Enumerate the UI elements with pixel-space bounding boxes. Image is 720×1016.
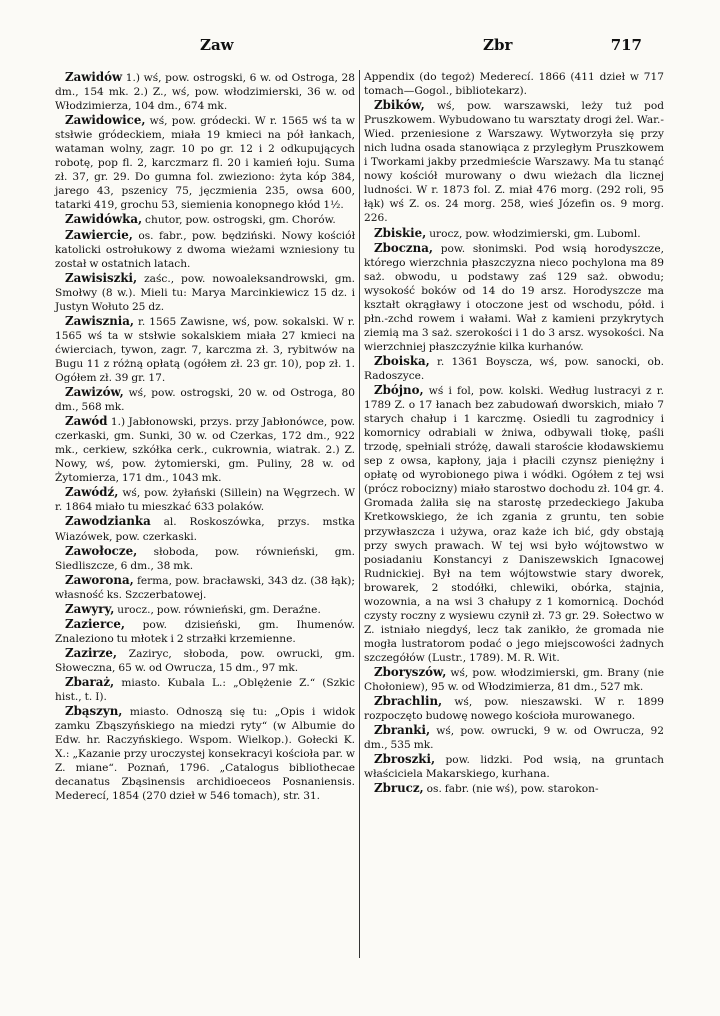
entry-text: urocz, pow. włodzimierski, gm. Luboml. [426,227,641,240]
entry-text: pow. słonimski. Pod wsią horodyszcze, którego wierzchnia płaszczyzna nieco pochylona ma 89 saż. obwodu, u podstawy zaś 129 saż. obwodu; wysokość boków od 14 do 19 arsz. Horodyszcze ma kształt okrągławy i otoczone jest od wschodu, półd. i płn.-zchd rowem i wałami. Wał z kamieni przykrytych ziemią ma 3 saż. szerokości i 1 do 3 arsz. wysokości. Na wierzchniej płaszczyźnie kilka kurhanów. [364,242,664,353]
dictionary-entry [55,602,355,617]
entry-headword: Zawód [65,414,108,429]
entry-text: pow. dzisieński, gm. Ihumenów. Znaleziono tu młotek i 2 strzałki krzemienne. [55,618,355,645]
entry-text: Appendix (do tegoż) Mederecí. 1866 (411 dzieł w 717 tomach—Gogol., bibliotekarz). [364,71,664,98]
dictionary-entry [55,573,355,602]
entry-text: urocz., pow. równieński, gm. Deraźne. [114,603,321,616]
entry-headword: Zbaraż, [65,674,115,689]
entry-headword: Zaworona, [65,572,134,587]
entry-text: wś, pow. nieszawski. W r. 1899 rozpoczęto budowę nowego kościoła murowanego. [364,696,664,723]
entry-text: miasto. Kubala L.: „Oblężenie Z.“ (Szkic hist., t. I). [55,676,355,704]
dictionary-entry [55,617,355,646]
entry-text: wś, pow. żyłański (Sillein) na Węgrzech. W r. 1864 miało tu mieszkać 633 polaków. [55,487,355,514]
entry-headword: Zazirze, [65,645,117,660]
entry-text: os. fabr. (nie wś), pow. starokon- [423,783,599,796]
column-divider [359,70,360,958]
dictionary-entry [55,704,355,803]
entry-headword: Zawisznia, [65,313,135,328]
entry-headword: Zawidówka, [65,212,143,227]
entry-text: 1.) Jabłonowski, przys. przy Jabłonówce, pow. czerkaski, gm. Sunki, 30 w. od Czerkas, 172 dm., 922 mk., cerkiew, szkółka cerk., cukrownia, wiatrak. 2.) Z. Nowy, wś, pow. żytomierski, gm. Puliny, 28 w. od Żytomierza, 171 dm., 1043 mk. [55,416,355,485]
header-center-keyword: Zbr [483,36,513,54]
entry-text: wś, pow. gródecki. W r. 1565 wś ta w stsłwie gródeckiem, miała 19 kmieci na pół łankach, wataman wolny, zagr. 10 po gr. 12 i 2 odkupujących robotę, pop fl. 2, karczmarz fl. 20 i kamień łoju. Suma zł. 37, gr. 29. Do gumna fol. zwieziono: żyta kóp 384, jarego 43, pszenicy 75, jęczmienia 235, owsa 600, tatarki 419, grochu 53, siemienia konopnego kłód 1½. [55,115,355,212]
dictionary-entry [364,383,664,665]
dictionary-entry [364,241,664,354]
entry-headword: Zboiska, [374,353,430,368]
entry-text: słoboda, pow. równieński, gm. Siedliszcze, 6 dm., 38 mk. [55,545,355,572]
dictionary-entry [364,354,664,383]
dictionary-entry [364,98,664,225]
dictionary-entry [364,694,664,723]
entry-headword: Zboczna, [374,240,433,255]
entry-text: wś i fol, pow. kolski. Według lustracyi z r. 1789 Z. o 17 łanach bez zabudowań dworskich, miało 7 starych chałup i 1 karczmę. Osiedli tu zagrodnicy i komornicy odrabiali w żniwa, odbywali tłokę, paśli trzodę, spełniali stróżę, dawali staroście kłodawskiemu sep z owsa, kapłony, jaja i płacili czynsz pieniężny i opłatę od wyrobionego piwa i wódki. Ogółem z tej wsi (prócz robocizny) miało starostwo dochodu zł. 104 gr. 4. Gromada żaliła się na starostę przedeckiego Jakuba Kretkowskiego, że ich zgania z gruntu, ten sobie przywłaszcza i używa, oraz każe ich bić, gdy obstają przy swych prawach. W tej wsi było wójtowstwo w posiadaniu Konstancyi z Daniszewskich Ignacowej Rudnickiej. Był na tem wójtowstwie stary dworek, browarek, 2 stodółki, chlewiki, obórka, stajnia, wozownia, a na wsi 3 chałupy z 1 komornicą. Dochód czysty roczny z wysiewu czynił zł. 73 gr. 29. Sołectwo w Z. istniało niegdyś, lecz tak zanikło, że gromada nie mogła lustratorom podać o jego miejscowości żadnych szczegółów (Lustr., 1789). M. R. Wit. [364,385,664,664]
entry-headword: Zawodzianka [65,514,151,529]
entry-headword: Zbranki, [374,723,431,738]
dictionary-entry [55,485,355,514]
entry-headword: Zbroszki, [374,752,436,767]
entry-text: chutor, pow. ostrogski, gm. Chorów. [142,214,336,227]
entry-headword: Zawidowice, [65,113,146,128]
entry-text: wś, pow. owrucki, 9 w. od Owrucza, 92 dm., 535 mk. [364,725,664,752]
dictionary-entry [364,665,664,694]
entry-text: wś, pow. ostrogski, 20 w. od Ostroga, 80 dm., 568 mk. [55,387,355,414]
entry-text: miasto. Odnoszą się tu: „Opis i widok zamku Zbąszyńskiego na miedzi ryty“ (w Albumie do Edw. hr. Raczyńskiego. Wspom. Wielkop.). Gołecki K. X.: „Kazanie przy uroczystej konsekracyi kościoła par. w Z. miane“. Poznań, 1796. „Catalogus bibliothecae decanatus Zbąsinensis archidioeceos Posnaniensis. Mederecí, 1854 (270 dzieł w 546 tomach), str. 31. [55,706,355,803]
dictionary-entry [364,752,664,781]
dictionary-entry [55,675,355,704]
entry-headword: Zawizów, [65,385,124,400]
entry-text: 1.) wś, pow. ostrogski, 6 w. od Ostroga, 28 dm., 154 mk. 2.) Z., wś, pow. włodzimierski, 36 w. od Włodzimierza, 104 dm., 674 mk. [55,72,355,113]
entry-text: pow. lidzki. Pod wsią, na gruntach właściciela Makarskiego, kurhana. [364,754,664,781]
page-header [0,36,720,58]
dictionary-entry [364,781,664,796]
dictionary-entry [55,385,355,414]
page-number: 717 [610,36,642,54]
left-column [55,70,355,803]
dictionary-entry [55,646,355,675]
header-left-keyword: Zaw [200,36,234,54]
dictionary-entry [55,228,355,271]
dictionary-entry [364,226,664,241]
entry-text: r. 1361 Boyscza, wś, pow. sanocki, ob. Radoszyce. [364,355,664,382]
dictionary-entry [55,113,355,212]
dictionary-entry [55,514,355,543]
dictionary-entry [55,314,355,385]
dictionary-entry [364,723,664,752]
entry-headword: Zawisiszki, [65,270,138,285]
dictionary-entry [55,271,355,314]
entry-headword: Zboryszów, [374,664,447,679]
dictionary-entry [364,70,664,98]
entry-headword: Zawyry, [65,601,115,616]
entry-text: zaśc., pow. nowoaleksandrowski, gm. Smołwy (8 w.). Mieli tu: Marya Marcinkiewicz 15 dz. i Justyn Wołuto 25 dz. [55,272,355,313]
entry-headword: Zawódź, [65,485,119,500]
entry-text: Zaziryc, słoboda, pow. owrucki, gm. Słoweczna, 65 w. od Owrucza, 15 dm., 97 mk. [55,647,355,674]
dictionary-entry [55,414,355,485]
entry-headword: Zawidów [65,70,123,84]
entry-headword: Zbików, [374,98,425,113]
entry-text: wś, pow. włodzimierski, gm. Brany (nie Chołoniew), 95 w. od Włodzimierza, 81 dm., 527 mk. [364,666,664,694]
entry-headword: Zbąszyn, [65,704,123,719]
entry-headword: Zazierce, [65,616,125,631]
entry-text: al. Roskoszówka, przys. mstka Wiazówek, pow. czerkaski. [55,516,355,543]
entry-text: wś, pow. warszawski, leży tuż pod Pruszkowem. Wybudowano tu warsztaty drogi żel. War.-Wied. przeniesione z Warszawy. Wytworzyła się przy nich ludna osada stanowiąca z przyległym Pruszkowem i Tworkami jakby przedmieście Warszawy. Ma tu stanąć nowy kościół murowany o dwu wieżach dla licznej ludności. W r. 1873 fol. Z. miał 476 morg. (292 roli, 95 łąk) wś Z. os. 24 morg. 258, wieś Józefin os. 9 morg. 226. [364,100,664,225]
entry-headword: Zbrucz, [374,781,424,796]
entry-headword: Zawiercie, [65,227,133,242]
entry-headword: Zbójno, [374,383,424,398]
entry-headword: Zbiskie, [374,225,427,240]
right-column [364,70,664,796]
entry-text: r. 1565 Zawisne, wś, pow. sokalski. W r. 1565 wś ta w stsłwie sokalskiem miała 27 kmieci na ćwierciach, tywon, zagr. 7, karczma zł. 3, rybitwów na Bugu 11 z różną opłatą (ogółem zł. 23 gr. 10), pop zł. 1. Ogółem zł. 39 gr. 17. [55,315,355,384]
dictionary-entry [55,544,355,573]
dictionary-entry [55,212,355,227]
entry-headword: Zawołocze, [65,543,138,558]
dictionary-entry [55,70,355,113]
entry-text: ferma, pow. bracławski, 343 dz. (38 łąk); własność ks. Szczerbatowej. [55,574,355,601]
entry-text: os. fabr., pow. będziński. Nowy kościół katolicki ostrołukowy z dwoma wieżami wzniesiony tu został w ostatnich latach. [55,229,355,270]
entry-headword: Zbrachlin, [374,694,443,709]
